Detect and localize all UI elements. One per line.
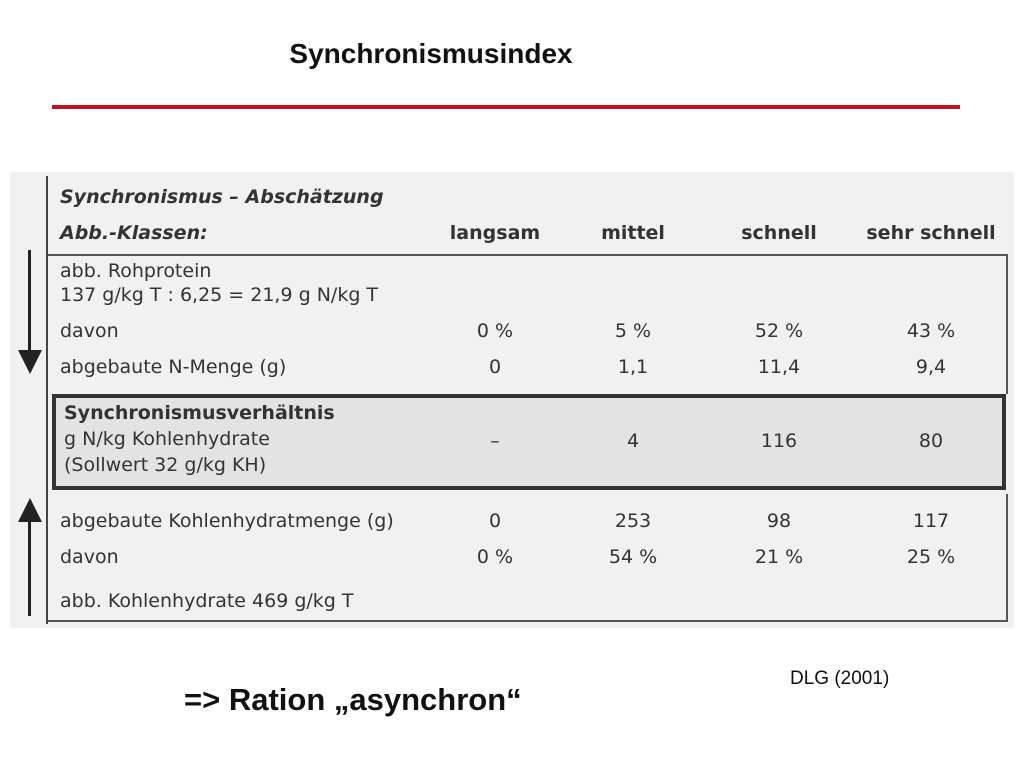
arrow-down-icon bbox=[18, 250, 42, 374]
table-cell: 25 % bbox=[906, 546, 956, 568]
table-cell: 116 bbox=[760, 430, 798, 452]
carb-total-label: abb. Kohlenhydrate 469 g/kg T bbox=[60, 590, 354, 612]
sync-ratio-label: Synchronismusverhältnis bbox=[64, 402, 335, 424]
table-right-border bbox=[1006, 254, 1008, 394]
source-citation: DLG (2001) bbox=[790, 668, 890, 689]
sync-unit-label: g N/kg Kohlenhydrate bbox=[64, 428, 270, 450]
slide-title: Synchronismusindex bbox=[289, 38, 573, 69]
carb-amount-label: abgebaute Kohlenhydratmenge (g) bbox=[60, 510, 394, 532]
protein-calc-label: 137 g/kg T : 6,25 = 21,9 g N/kg T bbox=[60, 284, 379, 306]
table-cell: 0 % bbox=[476, 546, 514, 568]
conclusion-text: => Ration „asynchron“ bbox=[184, 682, 522, 717]
table-cell: 98 bbox=[766, 510, 792, 532]
table-cell: 253 bbox=[614, 510, 652, 532]
table-cell: 0 bbox=[488, 356, 502, 378]
column-header: sehr schnell bbox=[866, 222, 996, 244]
table-bottom-border bbox=[48, 620, 1008, 622]
column-header: schnell bbox=[741, 222, 817, 244]
davon-label: davon bbox=[60, 546, 119, 568]
sync-target-label: (Sollwert 32 g/kg KH) bbox=[64, 454, 267, 476]
title-divider bbox=[52, 105, 960, 109]
column-header: mittel bbox=[601, 222, 665, 244]
table-cell: 0 % bbox=[476, 320, 514, 342]
table-cell: – bbox=[490, 430, 500, 452]
table-left-border bbox=[46, 176, 48, 624]
table-cell: 43 % bbox=[906, 320, 956, 342]
synchronism-table bbox=[10, 172, 1014, 628]
table-cell: 1,1 bbox=[617, 356, 649, 378]
n-amount-label: abgebaute N-Menge (g) bbox=[60, 356, 287, 378]
table-cell: 54 % bbox=[608, 546, 658, 568]
table-cell: 11,4 bbox=[757, 356, 801, 378]
table-cell: 5 % bbox=[614, 320, 652, 342]
column-header: langsam bbox=[449, 222, 541, 244]
protein-label: abb. Rohprotein bbox=[60, 260, 212, 282]
table-heading: Synchronismus – Abschätzung bbox=[60, 186, 384, 208]
davon-label: davon bbox=[60, 320, 119, 342]
table-cell: 80 bbox=[918, 430, 944, 452]
table-cell: 117 bbox=[912, 510, 950, 532]
classes-label: Abb.-Klassen: bbox=[60, 222, 208, 244]
table-cell: 21 % bbox=[754, 546, 804, 568]
table-cell: 52 % bbox=[754, 320, 804, 342]
table-right-border bbox=[1006, 494, 1008, 620]
table-cell: 0 bbox=[488, 510, 502, 532]
table-cell: 9,4 bbox=[915, 356, 947, 378]
row-divider bbox=[48, 254, 1008, 256]
arrow-up-icon bbox=[18, 498, 42, 616]
table-cell: 4 bbox=[626, 430, 640, 452]
